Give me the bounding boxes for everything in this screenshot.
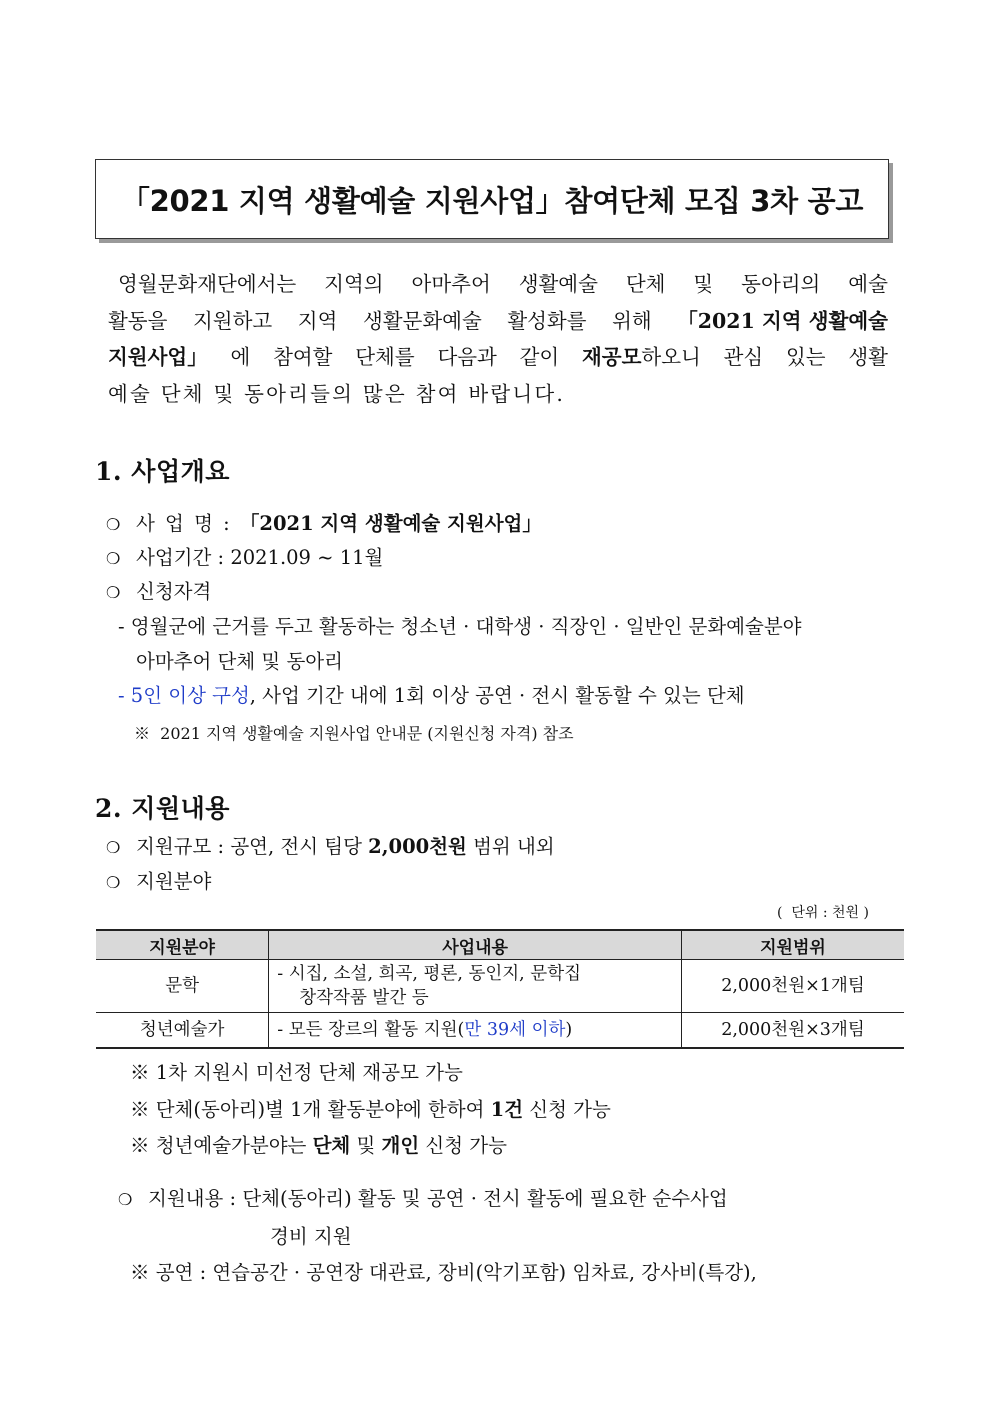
note-text: 및 bbox=[350, 1134, 382, 1157]
qualification-note: ※ 2021 지역 생활예술 지원사업 안내문 (지원신청 자격) 참조 bbox=[134, 724, 574, 743]
circle-bullet-icon: ❍ bbox=[118, 1190, 133, 1209]
intro-word: 위해 bbox=[612, 308, 652, 333]
intro-line-1 bbox=[108, 266, 888, 303]
circle-bullet-icon: ❍ bbox=[106, 515, 121, 534]
unit-label: ( 단위 : 천원 ) bbox=[777, 905, 869, 921]
table-cell-content-line: - 시집, 소설, 희곡, 평론, 동인지, 문학집 bbox=[277, 964, 582, 984]
note-emphasis: 1건 bbox=[490, 1098, 524, 1121]
table-cell-content bbox=[269, 1013, 682, 1049]
intro-word: 예술 bbox=[848, 272, 888, 296]
project-name-label: 사 업 명 : bbox=[136, 512, 240, 535]
qualification-item-2-text: , 사업 기간 내에 1회 이상 공연 · 전시 활동할 수 있는 단체 bbox=[249, 684, 745, 707]
table-row bbox=[96, 960, 904, 1013]
intro-project-name-end: 지원사업」 bbox=[108, 345, 208, 369]
table-cell-age-limit: 만 39세 이하 bbox=[464, 1020, 566, 1040]
table-header-range: 지원범위 bbox=[681, 930, 904, 960]
support-content-line bbox=[118, 1183, 728, 1211]
circle-bullet-icon: ❍ bbox=[106, 873, 121, 892]
project-name-value: 「2021 지역 생활예술 지원사업」 bbox=[239, 512, 542, 535]
support-field-line bbox=[106, 866, 211, 894]
note-text: ※ 단체(동아리)별 1개 활동분야에 한하여 bbox=[130, 1098, 491, 1121]
performance-note: ※ 공연 : 연습공간 · 공연장 대관료, 장비(악기포함) 임차료, 강사비(특강), bbox=[130, 1261, 757, 1284]
section-2-heading: 2. 지원내용 bbox=[95, 794, 230, 823]
intro-word: 및 bbox=[693, 272, 714, 296]
table-header-field: 지원분야 bbox=[96, 930, 269, 960]
intro-line-2 bbox=[108, 303, 888, 340]
note-text: 신청 가능 bbox=[523, 1098, 611, 1121]
project-period-line bbox=[106, 542, 383, 570]
table-row bbox=[96, 1013, 904, 1049]
qualification-item-1-cont: 아마추어 단체 및 동아리 bbox=[136, 650, 343, 673]
support-field-label: 지원분야 bbox=[136, 870, 212, 893]
table-cell-field: 문학 bbox=[96, 960, 269, 1013]
intro-word: 생활문화예술 bbox=[362, 308, 482, 333]
intro-word: 에 bbox=[230, 345, 251, 369]
table-cell-content bbox=[269, 960, 682, 1013]
support-scale-line bbox=[106, 831, 555, 859]
intro-word: 생활 bbox=[848, 345, 888, 369]
intro-word: 동아리의 bbox=[741, 272, 821, 296]
intro-word: 지역 bbox=[297, 308, 338, 333]
intro-word: 관심 bbox=[723, 345, 764, 369]
qualification-member-count: - 5인 이상 구성 bbox=[118, 684, 250, 707]
circle-bullet-icon: ❍ bbox=[106, 583, 121, 602]
intro-word: 지역의 bbox=[324, 272, 384, 296]
note-emphasis: 단체 bbox=[312, 1134, 351, 1157]
intro-word: 같이 bbox=[519, 345, 560, 369]
table-header-content: 사업내용 bbox=[269, 930, 682, 960]
title-box bbox=[95, 159, 889, 239]
intro-word: 영월문화재단에서는 bbox=[118, 272, 297, 296]
intro-word: 단체 bbox=[625, 272, 666, 296]
table-cell-content-text: - 모든 장르의 활동 지원( bbox=[277, 1020, 465, 1040]
table-header-row bbox=[96, 930, 904, 960]
intro-word: 하오니 bbox=[641, 345, 701, 369]
intro-line-4 bbox=[108, 376, 888, 413]
intro-line-4-text: 예술 단체 및 동아리들의 많은 참여 바랍니다. bbox=[108, 381, 566, 406]
intro-word: 참여할 bbox=[273, 345, 333, 369]
support-scale-label: 지원규모 : 공연, 전시 팀당 bbox=[136, 835, 369, 858]
table-cell-field: 청년예술가 bbox=[96, 1013, 269, 1049]
intro-word: 활성화를 bbox=[507, 308, 587, 333]
note-youth-artist bbox=[130, 1130, 507, 1158]
qualification-label: 신청자격 bbox=[136, 580, 212, 603]
intro-word: 지원하고 bbox=[192, 308, 273, 333]
project-name-line bbox=[106, 508, 542, 536]
note-one-per-group bbox=[130, 1094, 611, 1122]
intro-word: 생활예술 bbox=[518, 272, 598, 296]
support-scale-suffix: 범위 내외 bbox=[466, 835, 555, 858]
table-cell-range: 2,000천원×3개팀 bbox=[681, 1013, 904, 1049]
support-content-text: 지원내용 : 단체(동아리) 활동 및 공연 · 전시 활동에 필요한 순수사업 bbox=[148, 1187, 728, 1210]
intro-word: 있는 bbox=[785, 345, 826, 369]
note-emphasis: 개인 bbox=[381, 1134, 420, 1157]
qualification-item-2 bbox=[118, 680, 745, 708]
support-content-cont: 경비 지원 bbox=[270, 1225, 352, 1248]
intro-word: 단체를 bbox=[355, 345, 415, 369]
intro-recall-emphasis: 재공모 bbox=[582, 345, 642, 369]
intro-word: 활동을 bbox=[108, 308, 168, 333]
qualification-item-1: - 영월군에 근거를 두고 활동하는 청소년 · 대학생 · 직장인 · 일반인 문화예술분야 bbox=[118, 615, 802, 638]
note-text: ※ 청년예술가분야는 bbox=[130, 1134, 313, 1157]
qualification-line bbox=[106, 576, 211, 604]
circle-bullet-icon: ❍ bbox=[106, 549, 121, 568]
support-scale-amount: 2,000천원 bbox=[368, 835, 467, 858]
note-text: 신청 가능 bbox=[419, 1134, 507, 1157]
page-title: 「2021 지역 생활예술 지원사업」참여단체 모집 3차 공고 bbox=[120, 183, 864, 218]
circle-bullet-icon: ❍ bbox=[106, 838, 121, 857]
note-reapply: ※ 1차 지원시 미선정 단체 재공모 가능 bbox=[130, 1061, 463, 1084]
project-period: 사업기간 : 2021.09 ~ 11월 bbox=[136, 546, 384, 569]
table-cell-content-line: 창작작품 발간 등 bbox=[299, 988, 429, 1008]
intro-project-name: 「2021 지역 생활예술 bbox=[677, 308, 888, 333]
intro-line-3 bbox=[108, 339, 888, 376]
section-1-heading: 1. 사업개요 bbox=[95, 457, 230, 486]
intro-paragraph bbox=[108, 266, 888, 412]
intro-word: 아마추어 bbox=[411, 272, 491, 296]
intro-word: 다음과 bbox=[437, 345, 497, 369]
table-cell-content-close: ) bbox=[565, 1020, 573, 1040]
table-cell-range: 2,000천원×1개팀 bbox=[681, 960, 904, 1013]
support-table bbox=[96, 929, 904, 1049]
